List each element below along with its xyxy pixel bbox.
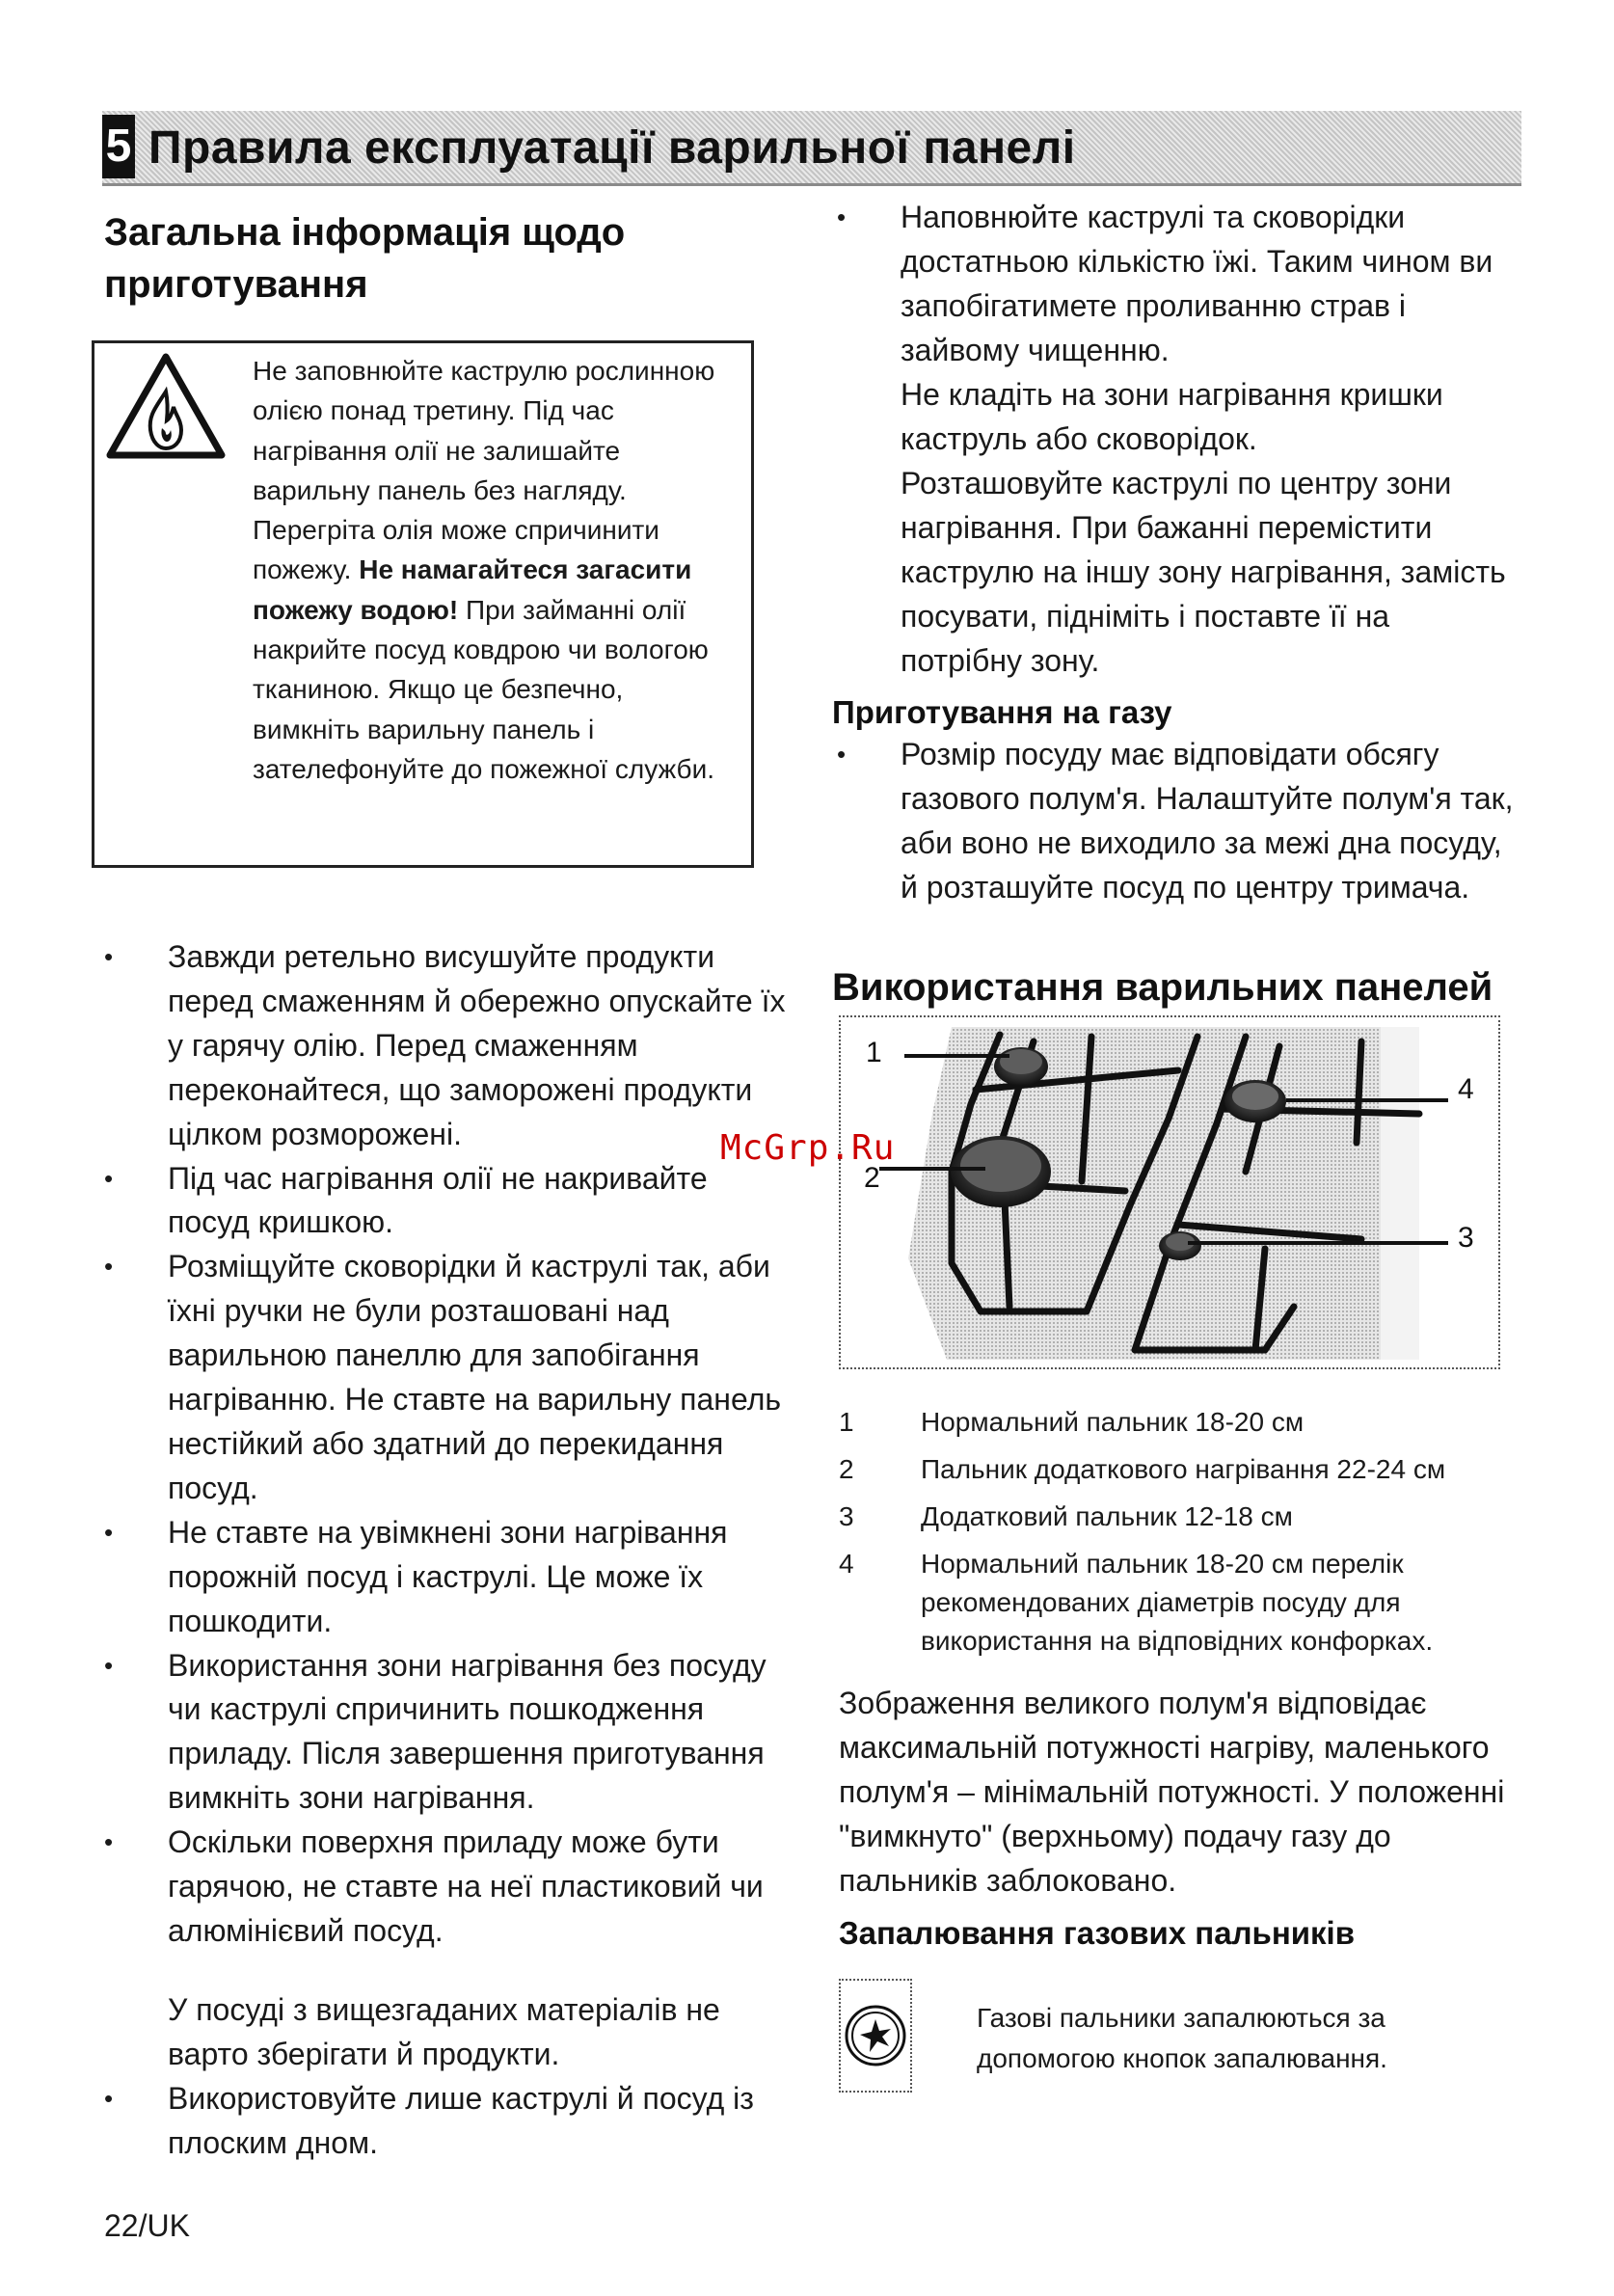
hob-burners-figure xyxy=(839,1015,1500,1369)
figure-label-3: 3 xyxy=(1458,1222,1474,1254)
list-item: • Під час нагрівання олії не накривайте посуд кришкою. xyxy=(96,1157,791,1246)
figure-label-1: 1 xyxy=(866,1037,882,1068)
list-item: • Оскільки поверхня приладу може бути гарячою, не ставте на неї пластиковий чи алюмінієвий посуд. xyxy=(96,1821,791,1954)
lids-paragraph: Не кладіть на зони нагрівання кришки каструль або сковорідок. xyxy=(901,377,1443,456)
left-bullet-list-end xyxy=(96,2077,791,2166)
list-item: • Використання зони нагрівання без посуду чи каструлі спричинить пошкодження приладу. Після завершення приготування вимкніть зони нагрівання. xyxy=(96,1644,791,1822)
section-title: Правила експлуатації варильної панелі xyxy=(148,122,1076,174)
list-item: • Завжди ретельно висушуйте продукти перед смаженням й обережно опускайте їх у гарячу олію. Перед смаженням переконайтеся, що заморожені продукти цілком розморожені. xyxy=(96,935,791,1157)
hob-illustration xyxy=(841,1017,1498,1367)
watermark: McGrp.Ru xyxy=(720,1128,896,1168)
section-number: 5 xyxy=(102,115,135,178)
legend-row xyxy=(839,1450,1514,1489)
gas-cooking-heading: Приготування на газу xyxy=(832,694,1172,730)
center-paragraph: Розташовуйте каструлі по центру зони нагрівання. При бажанні перемістити каструлю на іншу зону нагрівання, замість посувати, підніміть і поставте її на потрібну зону. xyxy=(901,466,1506,678)
bullet-continuation: У посуді з вищезгаданих матеріалів не варто зберігати й продукти. xyxy=(168,1992,720,2071)
figure-label-2: 2 xyxy=(864,1162,880,1194)
legend-row xyxy=(839,1403,1514,1442)
section-header xyxy=(102,111,1521,186)
legend-number: 3 xyxy=(839,1501,854,1531)
legend-row xyxy=(839,1545,1514,1661)
hob-usage-heading: Використання варильних панелей xyxy=(832,966,1493,1009)
fire-warning-icon xyxy=(106,353,226,459)
right-bullet-top xyxy=(829,196,1516,373)
legend-text: Нормальний пальник 18-20 см перелік рекомендованих діаметрів посуду для використання на відповідних конфорках. xyxy=(921,1549,1434,1656)
list-item: • Розмір посуду має відповідати обсягу газового полум'я. Налаштуйте полум'я так, аби воно не виходило за межі дна посуду, й розташуйте посуд по центру тримача. xyxy=(829,733,1516,910)
legend-number: 2 xyxy=(839,1454,854,1484)
general-info-heading-line2: приготування xyxy=(104,263,368,306)
fire-warning-box xyxy=(92,340,754,868)
general-info-heading-line1: Загальна інформація щодо xyxy=(104,211,626,254)
ignition-text: Газові пальники запалюються за допомогою кнопок запалювання. xyxy=(977,2003,1387,2073)
legend-text: Додатковий пальник 12-18 см xyxy=(921,1501,1293,1531)
left-bullet-list xyxy=(96,935,791,1954)
legend-number: 4 xyxy=(839,1549,854,1579)
list-item: • Не ставте на увімкнені зони нагрівання порожній посуд і каструлі. Це може їх пошкодити. xyxy=(96,1511,791,1644)
flame-paragraph: Зображення великого полум'я відповідає максимальній потужності нагріву, маленького полум'я – мінімальній потужності. У положенні "вимкнуто" (верхньому) подачу газу до пальників заблоковано. xyxy=(839,1686,1505,1898)
figure-label-4: 4 xyxy=(1458,1073,1474,1105)
fire-warning-text: Не заповнюйте каструлю рослинною олією понад третину. Під час нагрівання олії не залишайте варильну панель без нагляду. Перегріта олія може спричинити пожежу. Не намагайтеся загасити пожежу водою! При займанні олії накрийте посуд ковдрою чи вологою тканиною. Якщо це безпечно, вимкніть варильну панель і зателефонуйте до пожежної служби. xyxy=(253,356,715,784)
legend-text: Пальник додаткового нагрівання 22-24 см xyxy=(921,1454,1446,1484)
ignition-heading: Запалювання газових пальників xyxy=(839,1915,1356,1951)
burner-legend xyxy=(839,1403,1514,1669)
gas-bullet-list xyxy=(829,733,1516,910)
ignition-spark-icon xyxy=(839,1979,912,2093)
legend-row xyxy=(839,1498,1514,1536)
page-number: 22/UK xyxy=(104,2208,190,2243)
legend-number: 1 xyxy=(839,1407,854,1437)
list-item: • Використовуйте лише каструлі й посуд із плоским дном. xyxy=(96,2077,791,2166)
list-item: • Розміщуйте сковорідки й каструлі так, аби їхні ручки не були розташовані над варильною панеллю для запобігання нагріванню. Не ставте на варильну панель нестійкий або здатний до перекидання посуд. xyxy=(96,1245,791,1510)
list-item: • Наповнюйте каструлі та сковорідки достатньою кількістю їжі. Таким чином ви запобігатимете проливанню страв і зайвому чищенню. xyxy=(829,196,1516,373)
legend-text: Нормальний пальник 18-20 см xyxy=(921,1407,1305,1437)
